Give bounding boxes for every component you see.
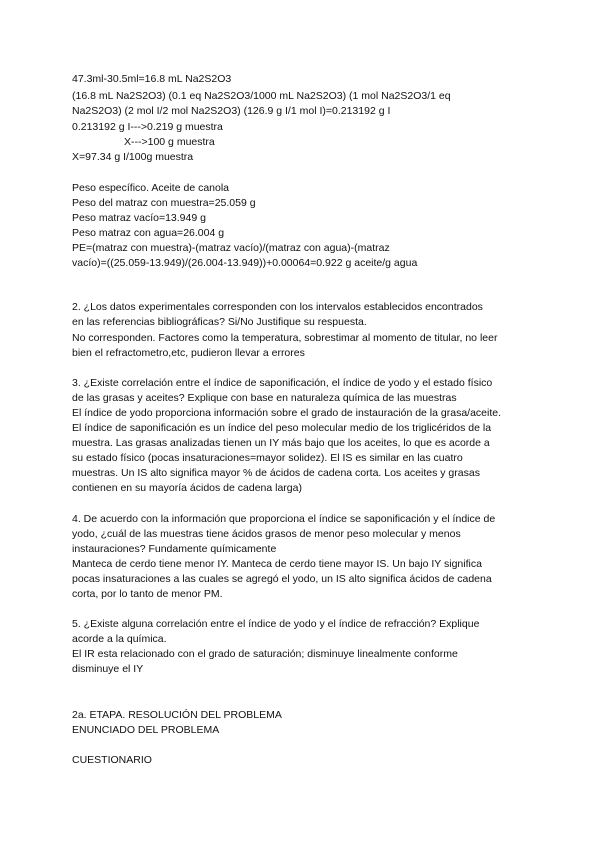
- density-line: Peso específico. Aceite de canola: [72, 182, 230, 194]
- q4-line: corta, por lo tanto de menor PM.: [72, 588, 223, 600]
- stage-heading: 2a. ETAPA. RESOLUCIÓN DEL PROBLEMA: [72, 709, 282, 721]
- calc-line: 0.213192 g I--->0.219 g muestra: [72, 121, 223, 133]
- problem-statement-heading: ENUNCIADO DEL PROBLEMA: [72, 724, 220, 736]
- q2-line: No corresponden. Factores como la temperatura, sobrestimar al momento de titular, no leer: [72, 332, 498, 344]
- q3-line: El índice de yodo proporciona información sobre el grado de instauración de la grasa/aceite.: [72, 407, 502, 419]
- calc-line: X=97.34 g I/100g muestra: [72, 151, 194, 163]
- density-line: Peso matraz vacío=13.949 g: [72, 212, 206, 224]
- q3-line: contienen en su mayoría ácidos de cadena larga): [72, 482, 302, 494]
- q2-line: 2. ¿Los datos experimentales corresponden con los intervalos establecidos encontrados: [72, 301, 483, 313]
- q4-line: instauraciones? Fundamente químicamente: [72, 543, 277, 555]
- density-line: PE=(matraz con muestra)-(matraz vacío)/(matraz con agua)-(matraz: [72, 242, 390, 254]
- calc-line: 47.3ml-30.5ml=16.8 mL Na2S2O3: [72, 73, 232, 85]
- q2-line: en las referencias bibliográficas? Si/No Justifique su respuesta.: [72, 316, 367, 328]
- q2-line: bien el refractometro,etc, pudieron llevar a errores: [72, 347, 305, 359]
- density-line: Peso matraz con agua=26.004 g: [72, 227, 225, 239]
- q4-line: yodo, ¿cuál de las muestras tiene ácidos grasos de menor peso molecular y menos: [72, 528, 461, 540]
- q5-line: acorde a la química.: [72, 633, 167, 645]
- density-line: vacío)=((25.059-13.949)/(26.004-13.949))+0.00064=0.922 g aceite/g agua: [72, 257, 418, 269]
- q3-line: su estado físico (pocas insaturaciones=mayor solidez). El IS es similar en las cuatro: [72, 452, 463, 464]
- q5-line: 5. ¿Existe alguna correlación entre el índice de yodo y el índice de refracción? Explique: [72, 618, 480, 630]
- calc-line: (16.8 mL Na2S2O3) (0.1 eq Na2S2O3/1000 mL Na2S2O3) (1 mol Na2S2O3/1 eq: [72, 90, 451, 102]
- q4-line: Manteca de cerdo tiene menor IY. Manteca de cerdo tiene mayor IS. Un bajo IY significa: [72, 558, 482, 570]
- q3-line: muestras. Un IS alto significa mayor % de ácidos de cadena corta. Los aceites y grasas: [72, 467, 480, 479]
- q3-line: muestra. Las grasas analizadas tienen un IY más bajo que los aceites, lo que es acorde a: [72, 437, 490, 449]
- calc-line: X--->100 g muestra: [124, 136, 215, 148]
- q3-line: 3. ¿Existe correlación entre el índice de saponificación, el índice de yodo y el estado físico: [72, 377, 493, 389]
- q3-line: El índice de saponificación es un índice del peso molecular medio de los triglicéridos de la: [72, 422, 492, 434]
- density-line: Peso del matraz con muestra=25.059 g: [72, 197, 256, 209]
- calc-line: Na2S2O3) (2 mol I/2 mol Na2S2O3) (126.9 g I/1 mol I)=0.213192 g I: [72, 105, 391, 117]
- q5-line: disminuye el IY: [72, 663, 144, 675]
- q5-line: El IR esta relacionado con el grado de saturación; disminuye linealmente conforme: [72, 648, 458, 660]
- q4-line: 4. De acuerdo con la información que proporciona el índice se saponificación y el índice de: [72, 513, 496, 525]
- questionnaire-heading: CUESTIONARIO: [72, 754, 152, 766]
- q4-line: pocas insaturaciones a las cuales se agregó el yodo, un IS alto significa ácidos de cadena: [72, 573, 492, 585]
- q3-line: de las grasas y aceites? Explique con base en naturaleza química de las muestras: [72, 392, 457, 404]
